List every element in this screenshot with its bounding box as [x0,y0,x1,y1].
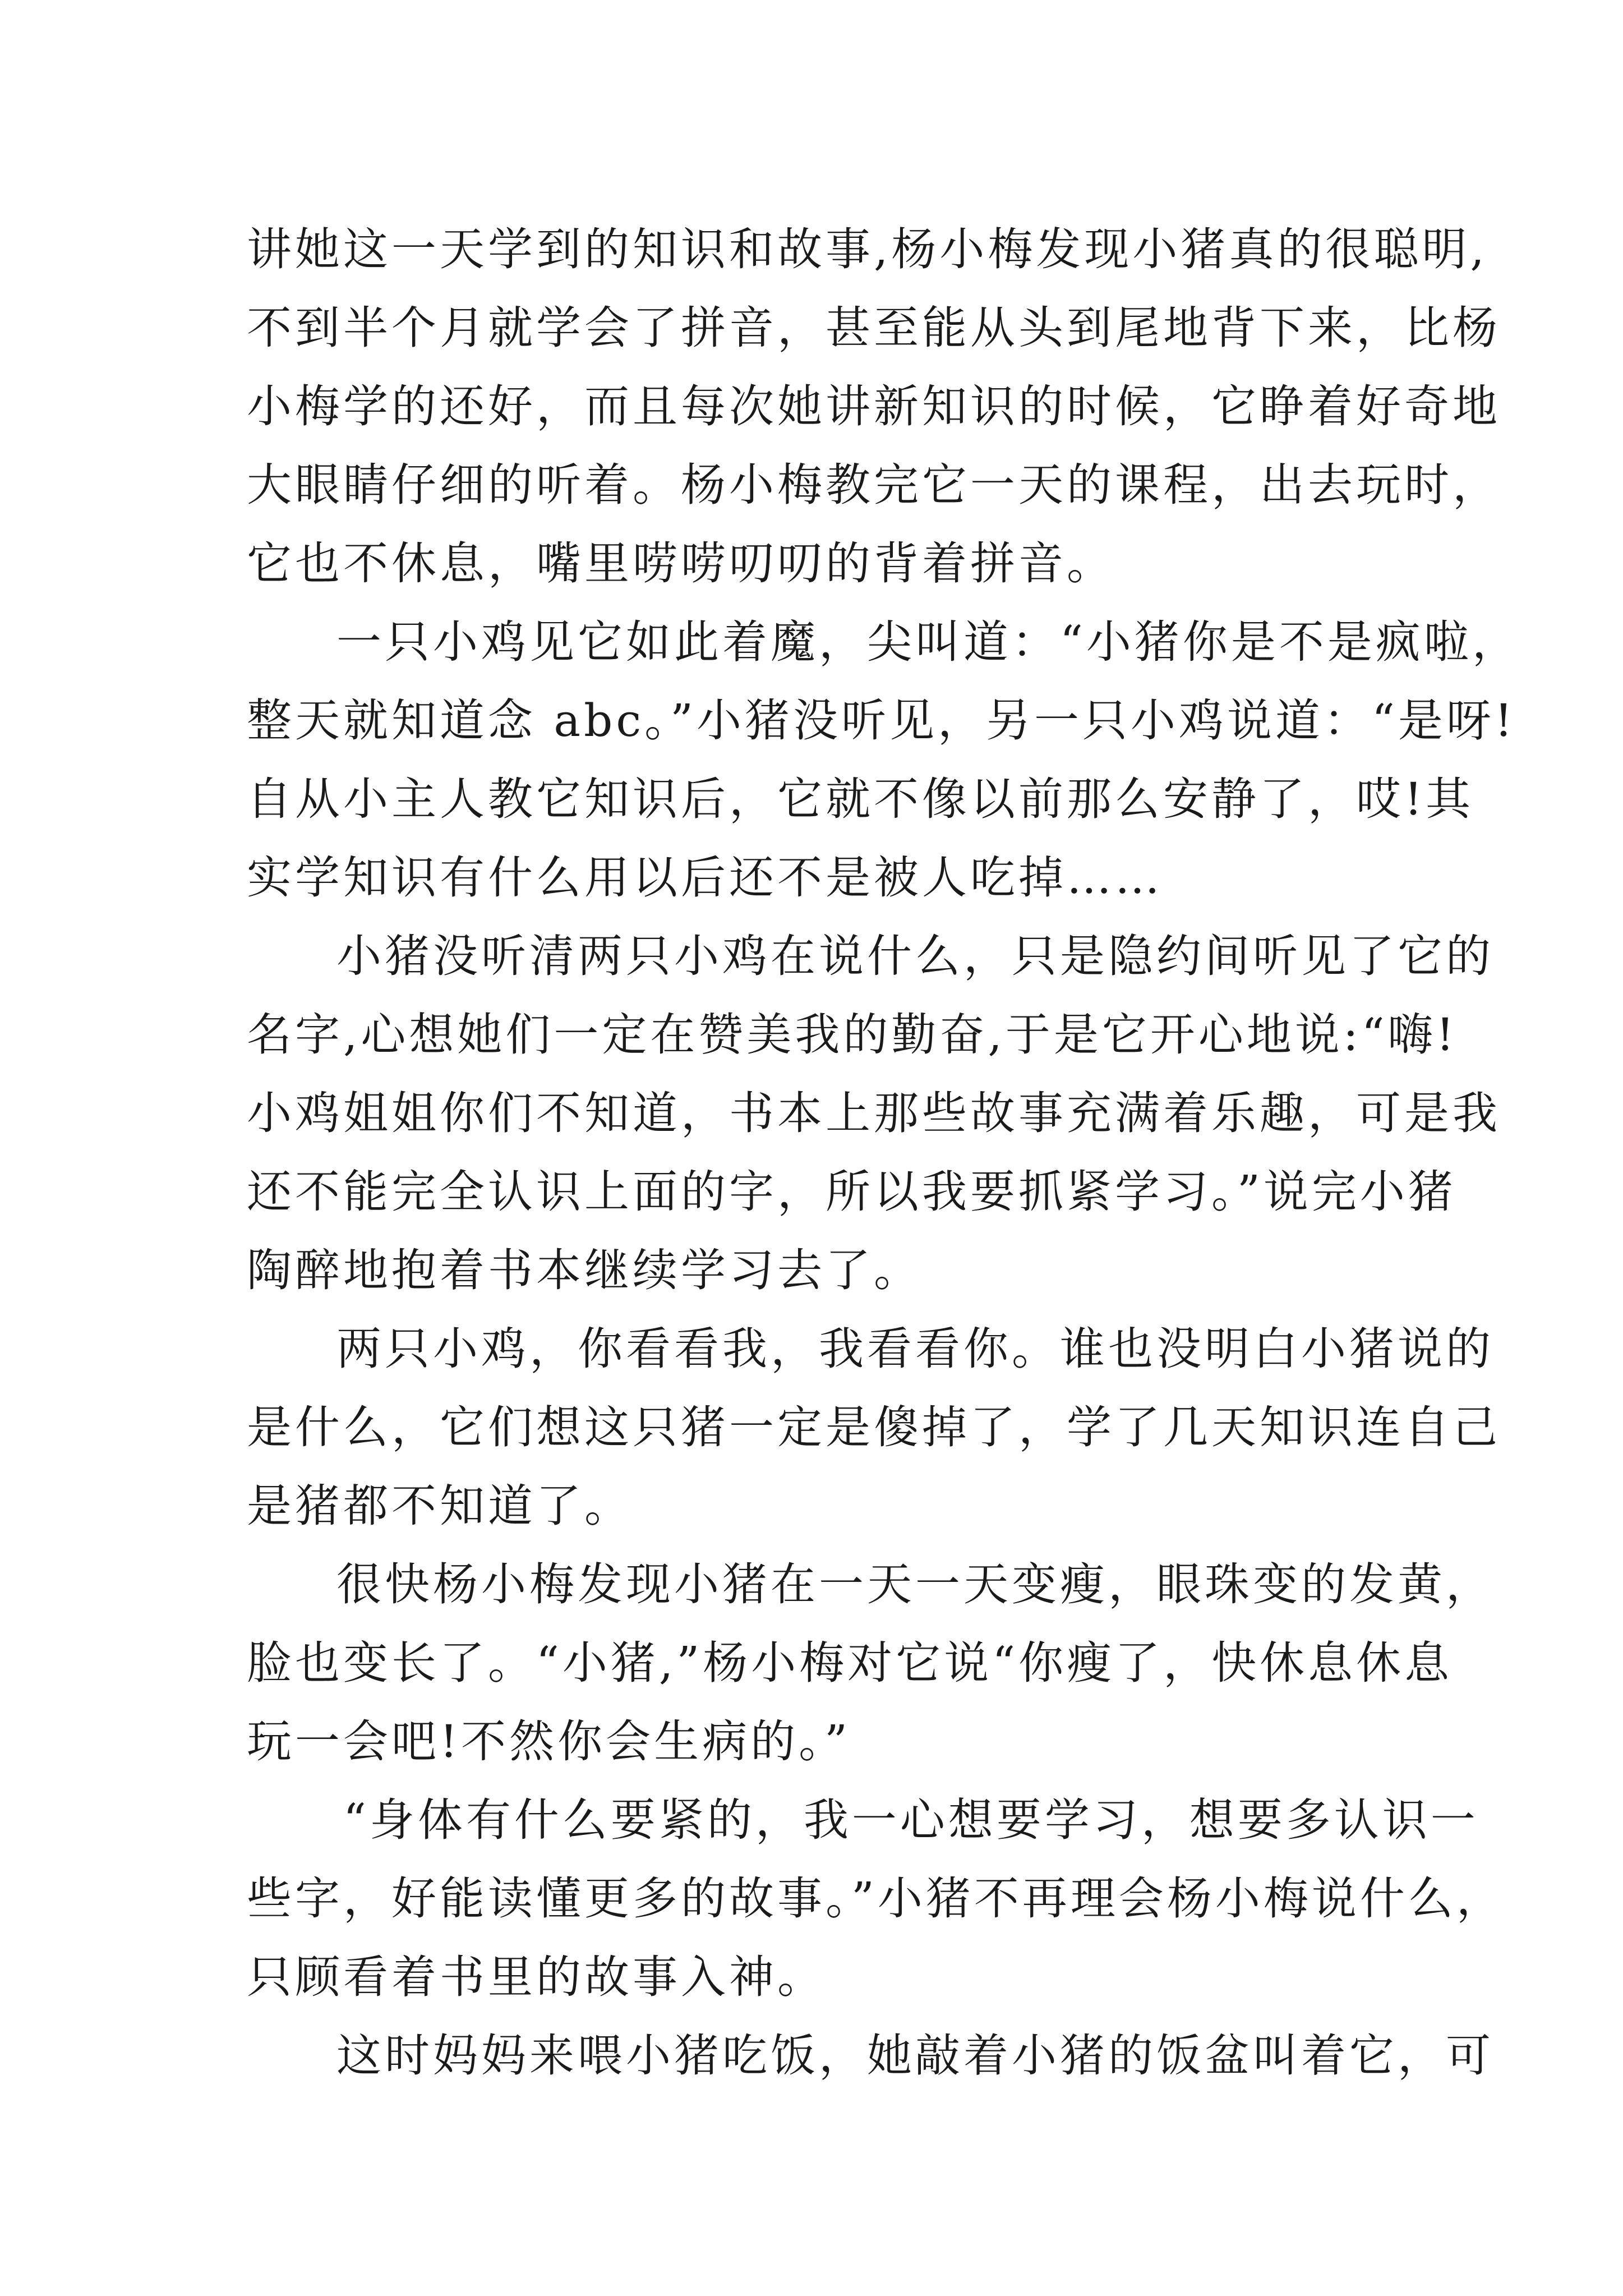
body-text [247,210,1520,2095]
paragraph-start-line: 小猪没听清两只小鸡在说什么，只是隐约间听见了它的 [336,930,1494,982]
text-line: 自从小主人教它知识后，它就不像以前那么安静了，哎!其 [247,773,1474,825]
text-line: 讲她这一天学到的知识和故事,杨小梅发现小猪真的很聪明, [247,223,1488,275]
text-line: 不到半个月就学会了拼音，甚至能从头到尾地背下来，比杨 [247,302,1501,354]
text-line: 名字,心想她们一定在赞美我的勤奋,于是它开心地说:“嗨! [247,1009,1458,1061]
text-line: 小鸡姐姐你们不知道，书本上那些故事充满着乐趣，可是我 [247,1087,1501,1139]
text-line: 是什么，它们想这只猪一定是傻掉了，学了几天知识连自己 [247,1401,1501,1453]
text-line: 是猪都不知道了。 [247,1480,633,1532]
text-line: 小梅学的还好，而且每次她讲新知识的时候，它睁着好奇地 [247,380,1501,432]
text-line: 它也不休息，嘴里唠唠叨叨的背着拼音。 [247,537,1115,590]
paragraph-start-line: 两只小鸡，你看看我，我看看你。谁也没明白小猪说的 [336,1323,1494,1375]
text-line: 只顾看着书里的故事入神。 [247,1951,826,2003]
text-line: 脸也变长了。“小猪,”杨小梅对它说“你瘦了，快休息休息 [247,1637,1453,1689]
paragraph-start-line: 很快杨小梅发现小猪在一天一天变瘦，眼珠变的发黄， [336,1558,1494,1611]
text-line: 些字，好能读懂更多的故事。”小猪不再理会杨小梅说什么， [247,1872,1505,1925]
text-line: 实学知识有什么用以后还不是被人吃掉…… [247,852,1163,904]
text-line: 整天就知道念 abc。”小猪没听见，另一只小鸡说道：“是呀! [247,694,1516,747]
text-line: 玩一会吧!不然你会生病的。” [247,1715,851,1768]
paragraph-start-line: “身体有什么要紧的，我一心想要学习，想要多认识一 [343,1794,1479,1846]
text-line: 大眼睛仔细的听着。杨小梅教完它一天的课程，出去玩时， [247,459,1501,511]
paragraph-start-line: 这时妈妈来喂小猪吃饭，她敲着小猪的饭盆叫着它，可 [336,2030,1494,2082]
paragraph-start-line: 一只小鸡见它如此着魔，尖叫道：“小猪你是不是疯啦， [336,616,1520,668]
text-line: 陶醉地抱着书本继续学习去了。 [247,1244,922,1296]
text-line: 还不能完全认识上面的字，所以我要抓紧学习。”说完小猪 [247,1166,1456,1218]
